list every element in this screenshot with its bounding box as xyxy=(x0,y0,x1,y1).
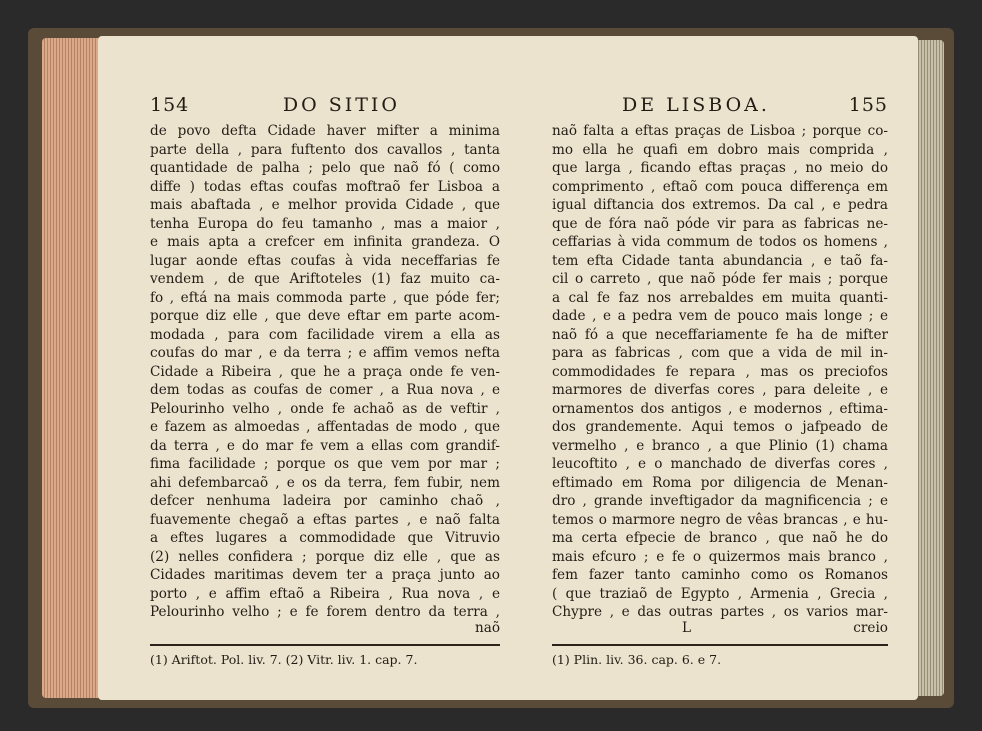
text-line: eftimado em Roma por diligencia de Menan- xyxy=(552,474,888,491)
text-line: igual diftancia dos extremos. Da cal , e pedra xyxy=(552,197,888,213)
text-line: Cidade a Ribeira , que he a praça onde fe ven- xyxy=(150,363,500,380)
left-catchword: naõ xyxy=(474,620,500,636)
text-line: dos grandemente. Aqui temos o jafpeado de xyxy=(552,419,888,435)
text-line: quantidade de palha ; pelo que naõ fó ( como xyxy=(150,160,500,176)
text-line: que larga , ficando eftas praças , no meio do xyxy=(552,160,888,176)
text-line: tem efta Cidade tanta abundancia , e taõ fa- xyxy=(552,252,888,269)
text-line: diffe ) todas eftas coufas moftraõ fer Lisboa a xyxy=(150,178,500,195)
left-header xyxy=(150,94,500,120)
text-line: marmores de diverfas cores , para deleite , e xyxy=(552,382,888,398)
text-line: dem todas as coufas de comer , a Rua nova , e xyxy=(150,382,500,398)
text-line: a eftes lugares a commodidade que Vitruvio xyxy=(150,530,500,546)
text-line: parte della , para fuftento dos cavallos , tanta xyxy=(150,141,500,158)
right-header xyxy=(552,94,888,120)
text-line: commodidades fe repara , mas os preciofos xyxy=(552,363,888,380)
left-footnote: (1) Ariftot. Pol. liv. 7. (2) Vitr. liv. 1. cap. 7. xyxy=(150,652,418,667)
text-line: a cal fe faz nos arrebaldes em muita quanti- xyxy=(552,289,888,306)
text-line: fuavemente chegaõ a eftas partes , e naõ falta xyxy=(150,511,500,528)
text-line: mais abaftada , e melhor provida Cidade , que xyxy=(150,197,500,213)
right-catchword: creio xyxy=(853,620,888,636)
text-line: mo ella he quafi em dobro mais comprida , xyxy=(552,141,888,158)
right-catch-line xyxy=(552,620,888,638)
page-edges-right xyxy=(916,40,944,696)
text-line: (2) nelles confidera ; porque diz elle , que as xyxy=(150,548,500,565)
text-line: Pelourinho velho ; e fe forem dentro da terra , xyxy=(150,604,500,620)
text-line: de povo defta Cidade haver mifter a minima xyxy=(150,123,500,139)
text-line: lugar aonde eftas coufas à vida neceffarias fe xyxy=(150,252,500,269)
right-page-number: 155 xyxy=(848,94,888,116)
text-line: da terra , e do mar fe vem a ellas com grandif- xyxy=(150,437,500,454)
right-footnote-rule xyxy=(552,644,888,646)
text-line: ceffarias à vida commum de todos os homens , xyxy=(552,234,888,250)
text-line: Cidades maritimas devem ter a praça junto ao xyxy=(150,567,500,583)
right-page xyxy=(506,36,918,700)
text-line: tenha Europa do feu tamanho , mas a maior , xyxy=(150,215,500,232)
text-line: e fazem as almoedas , affentadas de modo , que xyxy=(150,419,500,435)
text-line: porque diz elle , que deve eftar em parte acom- xyxy=(150,308,500,324)
text-line: coufas do mar , e da terra ; e affim vemos nefta xyxy=(150,345,500,361)
text-line: modada , para com facilidade virem a ella as xyxy=(150,326,500,343)
right-signature: L xyxy=(682,620,692,636)
left-page-number: 154 xyxy=(150,94,190,116)
book xyxy=(28,28,954,708)
text-line: naõ fó a que neceffariamente fe ha de mifter xyxy=(552,326,888,343)
right-footnote: (1) Plin. liv. 36. cap. 6. e 7. xyxy=(552,652,722,667)
text-line: porto , e affim eftaõ a Ribeira , Rua nova , e xyxy=(150,585,500,602)
text-line: vermelho , e branco , a que Plinio (1) chama xyxy=(552,437,888,454)
left-catch-line xyxy=(150,620,500,638)
text-line: mais efcuro ; e fe o quizermos mais branco , xyxy=(552,548,888,565)
text-line: ornamentos dos antigos , e modernos , eftima- xyxy=(552,400,888,417)
text-line: vendem , de que Ariftoteles (1) faz muito ca- xyxy=(150,271,500,287)
text-line: Pelourinho velho , onde fe achaõ as de veftir , xyxy=(150,400,500,417)
text-line: e mais apta a crefcer em infinita grandeza. O xyxy=(150,234,500,250)
text-line: fem fazer tanto caminho como os Romanos xyxy=(552,567,888,583)
left-footnote-rule xyxy=(150,644,500,646)
text-line: ( que traziaõ de Egypto , Armenia , Grecia , xyxy=(552,585,888,602)
left-page xyxy=(98,36,520,700)
text-line: para as fabricas , com que a vida de mil in- xyxy=(552,345,888,361)
right-running-head: DE LISBOA. xyxy=(622,94,770,116)
text-line: fo , eftá na mais commoda parte , que póde fer; xyxy=(150,289,500,306)
text-line: comprimento , eftaõ com pouca differença em xyxy=(552,178,888,195)
left-running-head: DO SITIO xyxy=(282,94,400,116)
page-edges-left xyxy=(42,38,100,698)
text-line: leucoftito , e o manchado de diverfas cores , xyxy=(552,456,888,472)
text-line: ahi defembarcaõ , e os da terra, fem fubir, nem xyxy=(150,474,500,491)
text-line: Chypre , e das outras partes , os varios mar- xyxy=(552,604,888,620)
text-line: ma certa efpecie de branco , que naõ he do xyxy=(552,530,888,546)
text-line: temos o marmore negro de vêas brancas , e hu- xyxy=(552,511,888,528)
text-line: defcer nenhuma ladeira por caminho chaõ , xyxy=(150,493,500,509)
text-line: fima facilidade ; porque os que vem por mar ; xyxy=(150,456,500,472)
right-body-text xyxy=(552,122,888,620)
left-body-text xyxy=(150,122,500,620)
text-line: naõ falta a eftas praças de Lisboa ; porque co- xyxy=(552,123,888,139)
text-line: que de fóra naõ póde vir para as fabricas ne- xyxy=(552,215,888,232)
text-line: cil o carreto , que naõ póde fer mais ; porque xyxy=(552,271,888,287)
text-line: dro , grande inveftigador da magnificencia ; e xyxy=(552,493,888,509)
text-line: dade , e a pedra vem de pouco mais longe ; e xyxy=(552,308,888,324)
